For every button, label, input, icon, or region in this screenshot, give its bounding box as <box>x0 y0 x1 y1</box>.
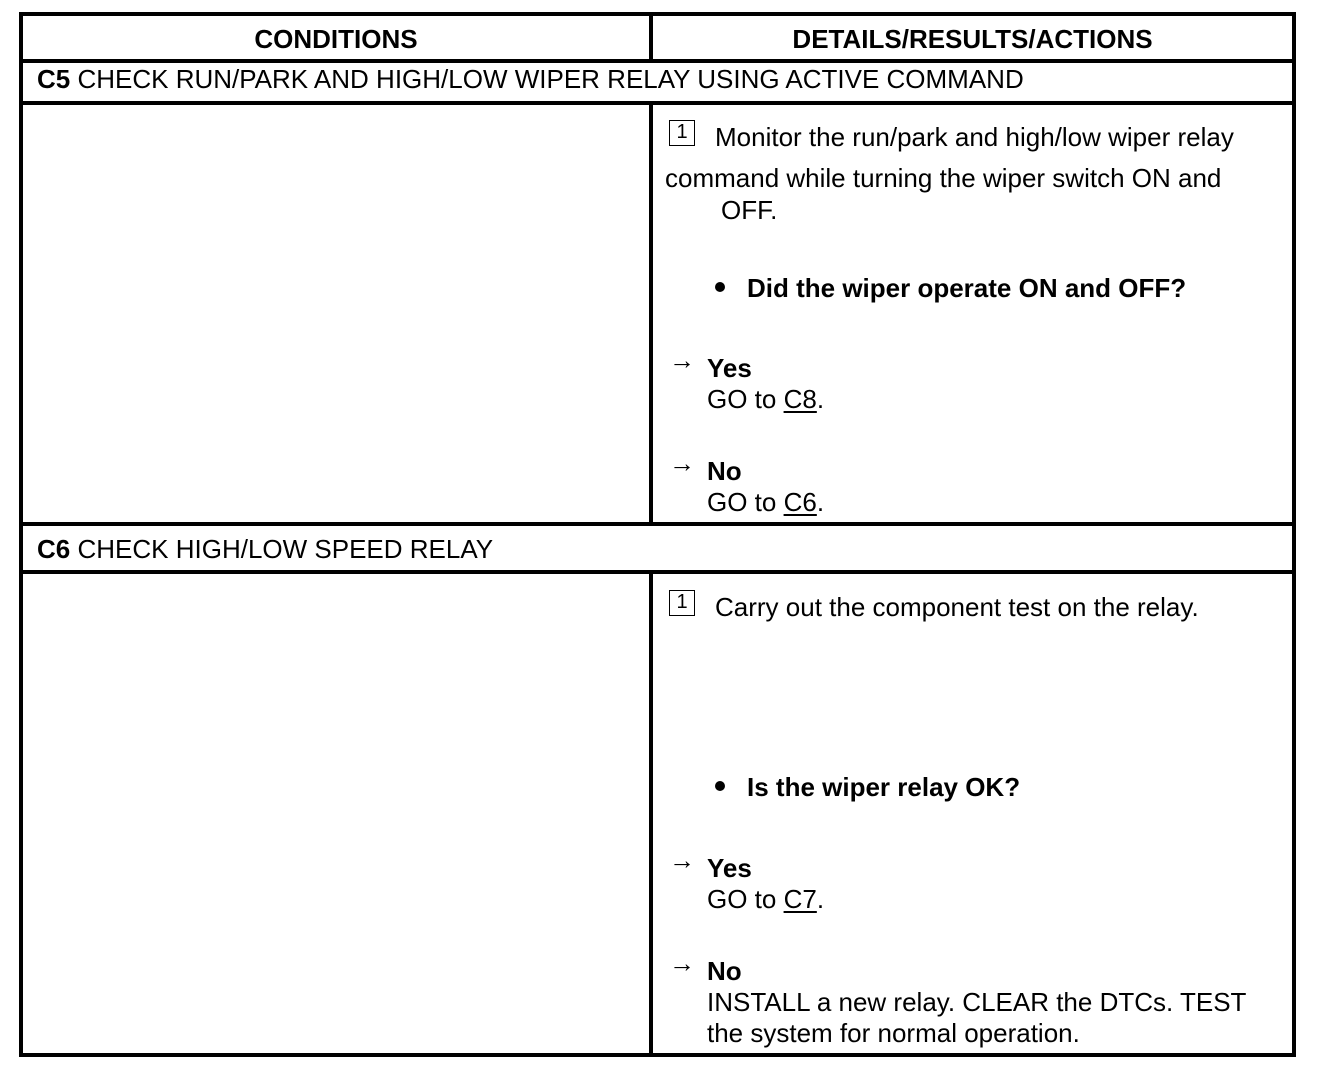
right-arrow-icon: → <box>669 345 695 375</box>
c6-title-rule <box>23 570 1292 574</box>
c6-no-line1: INSTALL a new relay. CLEAR the DTCs. TEST <box>707 987 1247 1017</box>
c5-question-text: Did the wiper operate ON and OFF? <box>747 273 1187 303</box>
c5-no-action <box>707 487 824 518</box>
step-number-box: 1 <box>669 120 695 146</box>
conditions-header: CONDITIONS <box>254 23 418 54</box>
c6-question <box>715 772 1020 803</box>
c6-no-line2: the system for normal operation. <box>707 1018 1080 1048</box>
c5-step-1 <box>669 122 1234 153</box>
step-number-box: 1 <box>669 590 695 616</box>
c5-section-title <box>37 64 1024 95</box>
right-arrow-icon: → <box>669 448 695 478</box>
c6-step-1 <box>669 592 1199 623</box>
c5-step-line1: Monitor the run/park and high/low wiper relay <box>715 122 1234 152</box>
c5-title: CHECK RUN/PARK AND HIGH/LOW WIPER RELAY USING ACTIVE COMMAND <box>77 64 1024 94</box>
c5-yes-link[interactable]: C8 <box>783 384 817 414</box>
c5-yes-suffix: . <box>816 384 825 414</box>
c5-yes-label: Yes <box>707 353 752 383</box>
c5-question <box>715 273 1186 304</box>
c5-no-suffix: . <box>816 487 825 517</box>
c5-no-link[interactable]: C6 <box>783 487 817 517</box>
c6-no-action <box>707 987 1246 1049</box>
c5-no-prefix: GO to <box>707 487 784 517</box>
diagnostic-table <box>19 12 1296 1057</box>
c5-title-rule <box>23 101 1292 105</box>
bullet-icon <box>715 282 725 292</box>
c5-yes-prefix: GO to <box>707 384 784 414</box>
c5-yes-action <box>707 384 824 415</box>
c6-yes-action <box>707 884 824 915</box>
bullet-icon <box>715 781 725 791</box>
c6-yes-prefix: GO to <box>707 884 784 914</box>
c6-section-title <box>37 534 493 565</box>
c6-yes-link[interactable]: C7 <box>783 884 817 914</box>
c6-no-label: No <box>707 956 742 986</box>
details-header: DETAILS/RESULTS/ACTIONS <box>792 23 1153 54</box>
c5-body-rule <box>23 522 1292 526</box>
c5-no-label: No <box>707 456 742 486</box>
c6-step-line1: Carry out the component test on the relay. <box>715 592 1199 622</box>
c6-yes-suffix: . <box>816 884 825 914</box>
c5-code: C5 <box>37 64 71 94</box>
column-divider-c5 <box>649 101 653 526</box>
right-arrow-icon: → <box>669 948 695 978</box>
c6-question-text: Is the wiper relay OK? <box>747 772 1021 802</box>
c6-title: CHECK HIGH/LOW SPEED RELAY <box>77 534 494 564</box>
c6-code: C6 <box>37 534 71 564</box>
c5-step-line2: command while turning the wiper switch ON and <box>665 163 1222 193</box>
column-divider-c6 <box>649 570 653 1057</box>
right-arrow-icon: → <box>669 845 695 875</box>
c6-yes-label: Yes <box>707 853 752 883</box>
c5-step-line3: OFF. <box>721 195 778 225</box>
